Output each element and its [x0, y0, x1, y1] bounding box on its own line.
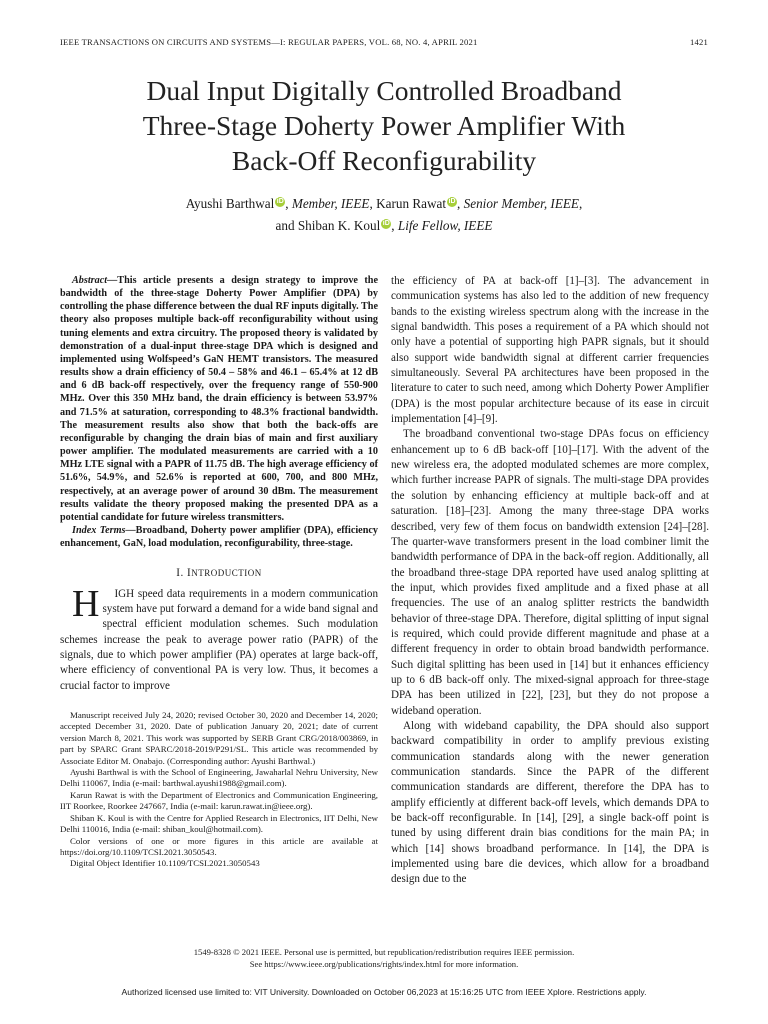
- footnote: Digital Object Identifier 10.1109/TCSI.2021.3050543: [70, 858, 260, 869]
- right-column: [391, 274, 709, 888]
- author-line-1: Ayushi Barthwal iD , Member, IEEE, Karun Rawat iD , Senior Member, IEEE,: [185, 196, 583, 211]
- body-paragraph: Along with wideband capability, the DPA should also support backward compatibility in order to amplify previous existing communication standards along with the newer generation communication standards. Since the PAPR of the different communication standards are different, therefore the DPA has to amplify efficiently at different back-off levels, which demands DPA to be back-off reconfigurable. In [14], [29], a single back-off point is tuned by using different drain bias conditions for the main PA; in which [14] shows broadband performance. In [14], the DPA is implemented using bare die devices, which allow for a broadband design due to the: [391, 719, 709, 886]
- copyright-line: 1549-8328 © 2021 IEEE. Personal use is permitted, but republication/redistribution requires IEEE permission.: [193, 947, 575, 957]
- section-heading: [60, 566, 378, 581]
- index-terms: [60, 524, 378, 550]
- section-title: NTRODUCTION: [191, 568, 262, 579]
- paper-title: [60, 73, 708, 178]
- author-name: Karun Rawat: [376, 196, 447, 211]
- author-list: [60, 193, 708, 237]
- footnote: Shiban K. Koul is with the Centre for Applied Research in Electronics, IIT Delhi, New Delhi 110016, India (e-mail: shiban_koul@hotmail.com).: [60, 812, 378, 835]
- author-name: Shiban K. Koul: [297, 218, 381, 233]
- abstract: [60, 274, 378, 524]
- index-terms-label: Index Terms—: [72, 524, 136, 536]
- orcid-icon[interactable]: iD: [276, 198, 284, 205]
- journal-name: IEEE TRANSACTIONS ON CIRCUITS AND SYSTEMS—I: REGULAR PAPERS, VOL. 68, NO. 4, APRIL 2021: [60, 37, 478, 47]
- author-role: Senior Member, IEEE: [463, 196, 579, 211]
- footnote: Manuscript received July 24, 2020; revised October 30, 2020 and December 14, 2020; accepted December 31, 2020. Date of publication January 20, 2021; date of current version March 8, 2021. This work was supported by SERB Grant CRG/2018/003869, in part by SPARC Grant SPARC/2018-2019/P291/SL. This article was recommended by Associate Editor M. Onabajo. (Corresponding author: Ayushi Barthwal.): [60, 710, 378, 766]
- index-terms-text: Broadband, Doherty power amplifier (DPA), efficiency enhancement, GaN, load modulation, reconfigurability, three-stage.: [60, 524, 378, 550]
- footnote: Karun Rawat is with the Department of Electronics and Communication Engineering, IIT Roorkee, Roorkee 247667, India (e-mail: karun.rawat.in@ieee.org).: [60, 789, 378, 812]
- drop-cap: H: [72, 582, 100, 625]
- title-line: Three-Stage Doherty Power Amplifier With: [142, 110, 626, 141]
- intro-first-word: IGH: [114, 587, 135, 600]
- body-paragraph: the efficiency of PA at back-off [1]–[3]. The advancement in communication systems has also led to the addition of new frequency bands to the existing wireless spectrum along with the increase in the signal bandwidth. This poses a requirement of a PA which should not only have a potential of supporting high PAPR signals, but it should also support wide bandwidth signal at different carrier frequencies simultaneously. Several PA architectures have been proposed in the literature to cater to such need, among which Doherty Power Amplifier (DPA) is the most popular architecture because of its ease in circuit implementation [4]–[9].: [391, 275, 709, 426]
- page-number: 1421: [690, 37, 708, 47]
- orcid-icon[interactable]: iD: [448, 198, 456, 205]
- section-numeral: I. I: [176, 567, 192, 580]
- intro-paragraph: [60, 582, 378, 694]
- footnotes: [60, 710, 378, 870]
- author-name: Ayushi Barthwal: [185, 196, 275, 211]
- license-notice: Authorized licensed use limited to: VIT University. Downloaded on October 06,2023 at 15:16:25 UTC from IEEE Xplore. Restrictions apply.: [121, 987, 647, 997]
- footnote: Color versions of one or more figures in this article are available at https://doi.org/10.1109/TCSI.2021.3050543.: [60, 835, 378, 857]
- left-column: [60, 274, 378, 870]
- copyright-footer: [60, 947, 708, 970]
- title-line: Dual Input Digitally Controlled Broadband: [146, 75, 622, 106]
- orcid-icon[interactable]: iD: [382, 220, 390, 227]
- author-role: Member, IEEE: [291, 196, 370, 211]
- abstract-text: This article presents a design strategy to improve the bandwidth of the three-stage Doherty Power Amplifier (DPA) by controlling the phase difference between the dual RF inputs digitally. The theory also proposes multiple back-off reconfigurability without using tuning elements and extra circuitry. The proposed theory is validated by demonstration of a dual-input three-stage DPA which is designed and implemented using Wolfspeed’s GaN HEMT transistors. The measured results show a drain efficiency of 50.4 – 58% and 46.1 – 65.4% at 12 dB and 6 dB back-off respectively, over the frequency range of 550-900 MHz. Over this 350 MHz band, the drain efficiency is between 53.97% and 71.5% at saturation, corresponding to 48.3% fractional bandwidth. The measurement results also show that both the back-offs are reconfigurable by changing the drain bias of main and first auxiliary power amplifier. The modulated measurements are carried with a 10 MHz LTE signal with a PAPR of 11.75 dB. The high average efficiency of 51.6%, 54.9%, and 52.6% is reported at 600, 700, and 800 MHz, respectively, at an average power of around 30 dBm. The measurement results validate the theory proposed making the presented DPA as a potential candidate for future wireless transmitters.: [60, 275, 378, 523]
- author-role: Life Fellow, IEEE: [397, 218, 493, 233]
- author-line-2: and Shiban K. Koul iD , Life Fellow, IEEE: [275, 218, 493, 233]
- title-line: Back-Off Reconfigurability: [231, 145, 537, 176]
- body-paragraph: The broadband conventional two-stage DPAs focus on efficiency enhancement up to 6 dB back-off [10]–[17]. With the advent of the new wireless era, the adopted modulated schemes are more complex, which further increase PAPR of signals. The multi-stage DPA provides the solution by enhancing efficiency at multiple back-off and at saturation. [18]–[23]. Among the many three-stage DPA works described, very few of them focus on bandwidth extension [24]–[28]. The quarter-wave transformers present in the load combiner limit the bandwidth performance of DPA in the back-off region. Additionally, all the broadband three-stage DPA reported have used analog splitting at the input, which provides fixed amplitude and a fixed phase at all frequencies. The use of an analog splitter restricts the bandwidth behavior of three-stage DPA. Therefore, digital splitting of input signal is required, which could provide different magnitude and phase at a different frequency in order to obtain broad bandwidth performance. Such digital splitting has been used in [14] but it enhances efficiency up to 6 dB back-off only. The mixed-signal approach for three-stage DPA has been utilized in [22], [23], but they do not propose a wideband operation.: [391, 428, 709, 717]
- running-header: [60, 37, 708, 47]
- footnote: Ayushi Barthwal is with the School of Engineering, Jawaharlal Nehru University, New Delhi 110067, India (e-mail: barthwal.ayushi1988@gmail.com).: [60, 767, 378, 789]
- intro-text: speed data requirements in a modern communication system have put forward a demand for a wide band signal and spectral efficient modulation schemes. Such modulation schemes increase the peak to average power ratio (PAPR) of the signals, due to which power amplifier (PA) operates at large back-off, where efficiency of conventional PA is very low. Thus, it becomes a crucial factor to improve: [60, 587, 378, 692]
- author-conjunction: and: [275, 218, 295, 233]
- rights-line: See https://www.ieee.org/publications/rights/index.html for more information.: [249, 958, 519, 969]
- abstract-label: Abstract—: [72, 275, 118, 286]
